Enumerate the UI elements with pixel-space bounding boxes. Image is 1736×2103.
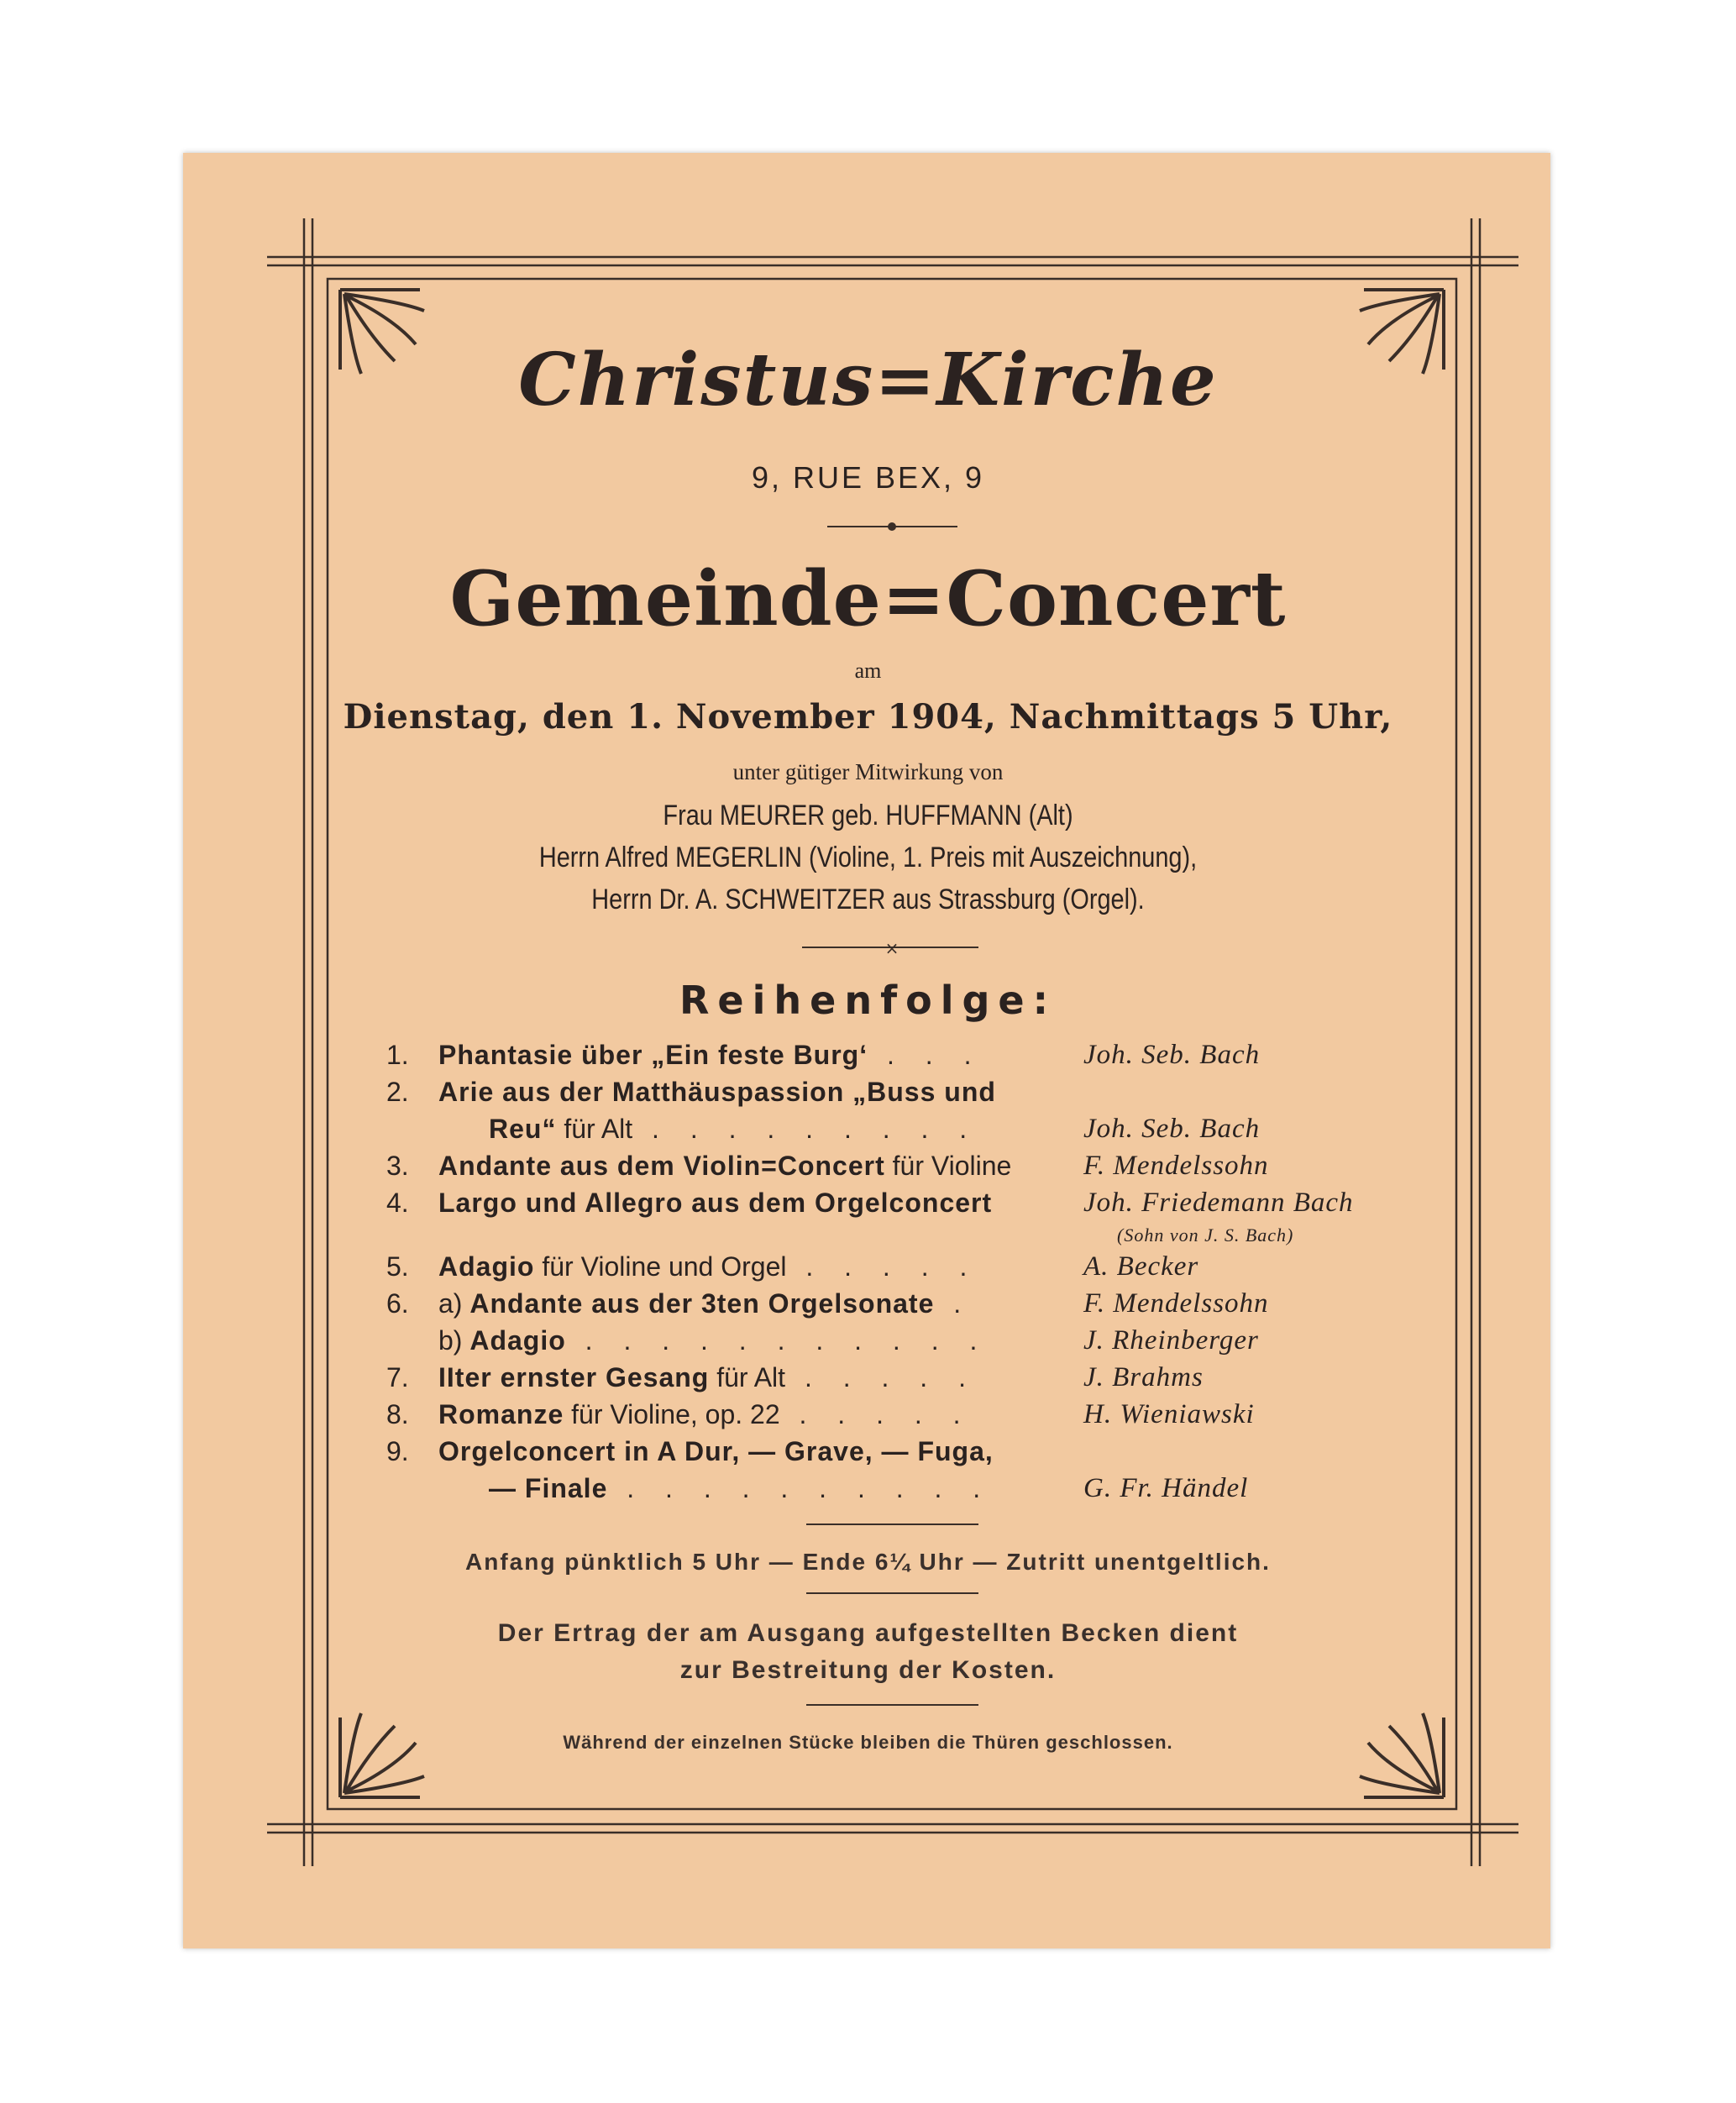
performer-3: Herrn Dr. A. SCHWEITZER aus Strassburg (Orgel).	[591, 884, 1145, 915]
composer-note: (Sohn von J. S. Bach)	[1117, 1225, 1294, 1246]
row-number: 3.	[386, 1151, 409, 1181]
program-row	[370, 1151, 1428, 1188]
concert-title: Gemeinde=Concert	[449, 554, 1287, 643]
piece-title: IIter ernster Gesang für Alt . . . . .	[438, 1362, 978, 1392]
time-admission-info: Anfang pünktlich 5 Uhr — Ende 6¼ Uhr — Zutritt unentgeltlich.	[465, 1549, 1271, 1575]
piece-title: Phantasie über „Ein feste Burg‘ . . .	[438, 1040, 983, 1070]
row-number: 5.	[386, 1251, 409, 1282]
program-row	[370, 1436, 1428, 1473]
concert-date: Dienstag, den 1. November 1904, Nachmittags 5 Uhr,	[343, 697, 1393, 737]
piece-title: a) Andante aus der 3ten Orgelsonate .	[438, 1288, 973, 1319]
row-number: 4.	[386, 1188, 409, 1218]
program-heading: Reihenfolge:	[679, 978, 1057, 1023]
program-row	[370, 1325, 1428, 1362]
program-row	[370, 1473, 1428, 1510]
row-number: 1.	[386, 1040, 409, 1070]
piece-title: — Finale . . . . . . . . . .	[489, 1473, 993, 1503]
program-row	[370, 1251, 1428, 1288]
composer: Joh. Seb. Bach	[1083, 1040, 1261, 1070]
am-label: am	[854, 658, 882, 683]
doors-notice: Während der einzelnen Stücke bleiben die Thüren geschlossen.	[563, 1732, 1173, 1753]
piece-title: Arie aus der Matthäuspassion „Buss und	[438, 1077, 996, 1107]
offering-line-1: Der Ertrag der am Ausgang aufgestellten Becken dient	[497, 1619, 1239, 1647]
program-row	[370, 1288, 1428, 1325]
composer: J. Brahms	[1083, 1362, 1204, 1392]
program-row	[370, 1040, 1428, 1077]
program-row	[370, 1188, 1428, 1225]
helper-line: unter gütiger Mitwirkung von	[732, 759, 1004, 784]
svg-text:×: ×	[884, 938, 899, 958]
composer: A. Becker	[1083, 1251, 1199, 1282]
performer-2: Herrn Alfred MEGERLIN (Violine, 1. Preis mit Auszeichnung),	[538, 842, 1198, 873]
church-address: 9, RUE BEX, 9	[751, 460, 985, 495]
piece-title: Orgelconcert in A Dur, — Grave, — Fuga,	[438, 1436, 994, 1466]
composer: F. Mendelssohn	[1083, 1288, 1269, 1319]
composer: G. Fr. Händel	[1083, 1473, 1249, 1503]
row-number: 8.	[386, 1399, 409, 1429]
composer: F. Mendelssohn	[1083, 1151, 1269, 1181]
composer: Joh. Friedemann Bach	[1083, 1188, 1354, 1218]
piece-title: b) Adagio . . . . . . . . . . .	[438, 1325, 989, 1356]
composer: H. Wieniawski	[1083, 1399, 1255, 1429]
program-row	[370, 1077, 1428, 1114]
program-row	[370, 1362, 1428, 1399]
row-number: 2.	[386, 1077, 409, 1107]
composer: J. Rheinberger	[1083, 1325, 1259, 1356]
piece-title: Reu“ für Alt . . . . . . . . .	[489, 1114, 979, 1144]
performer-1: Frau MEURER geb. HUFFMANN (Alt)	[663, 800, 1073, 831]
piece-title: Adagio für Violine und Orgel . . . . .	[438, 1251, 979, 1282]
piece-title: Largo und Allegro aus dem Orgelconcert	[438, 1188, 993, 1218]
piece-title: Romanze für Violine, op. 22 . . . . .	[438, 1399, 973, 1429]
offering-line-2: zur Bestreitung der Kosten.	[679, 1656, 1057, 1684]
program-row	[370, 1114, 1428, 1151]
row-number: 7.	[386, 1362, 409, 1392]
program-row	[370, 1399, 1428, 1436]
row-number: 9.	[386, 1436, 409, 1466]
composer: Joh. Seb. Bach	[1083, 1114, 1261, 1144]
piece-title: Andante aus dem Violin=Concert für Violine	[438, 1151, 1012, 1181]
church-name: Christus=Kirche	[518, 338, 1218, 422]
row-number: 6.	[386, 1288, 409, 1319]
